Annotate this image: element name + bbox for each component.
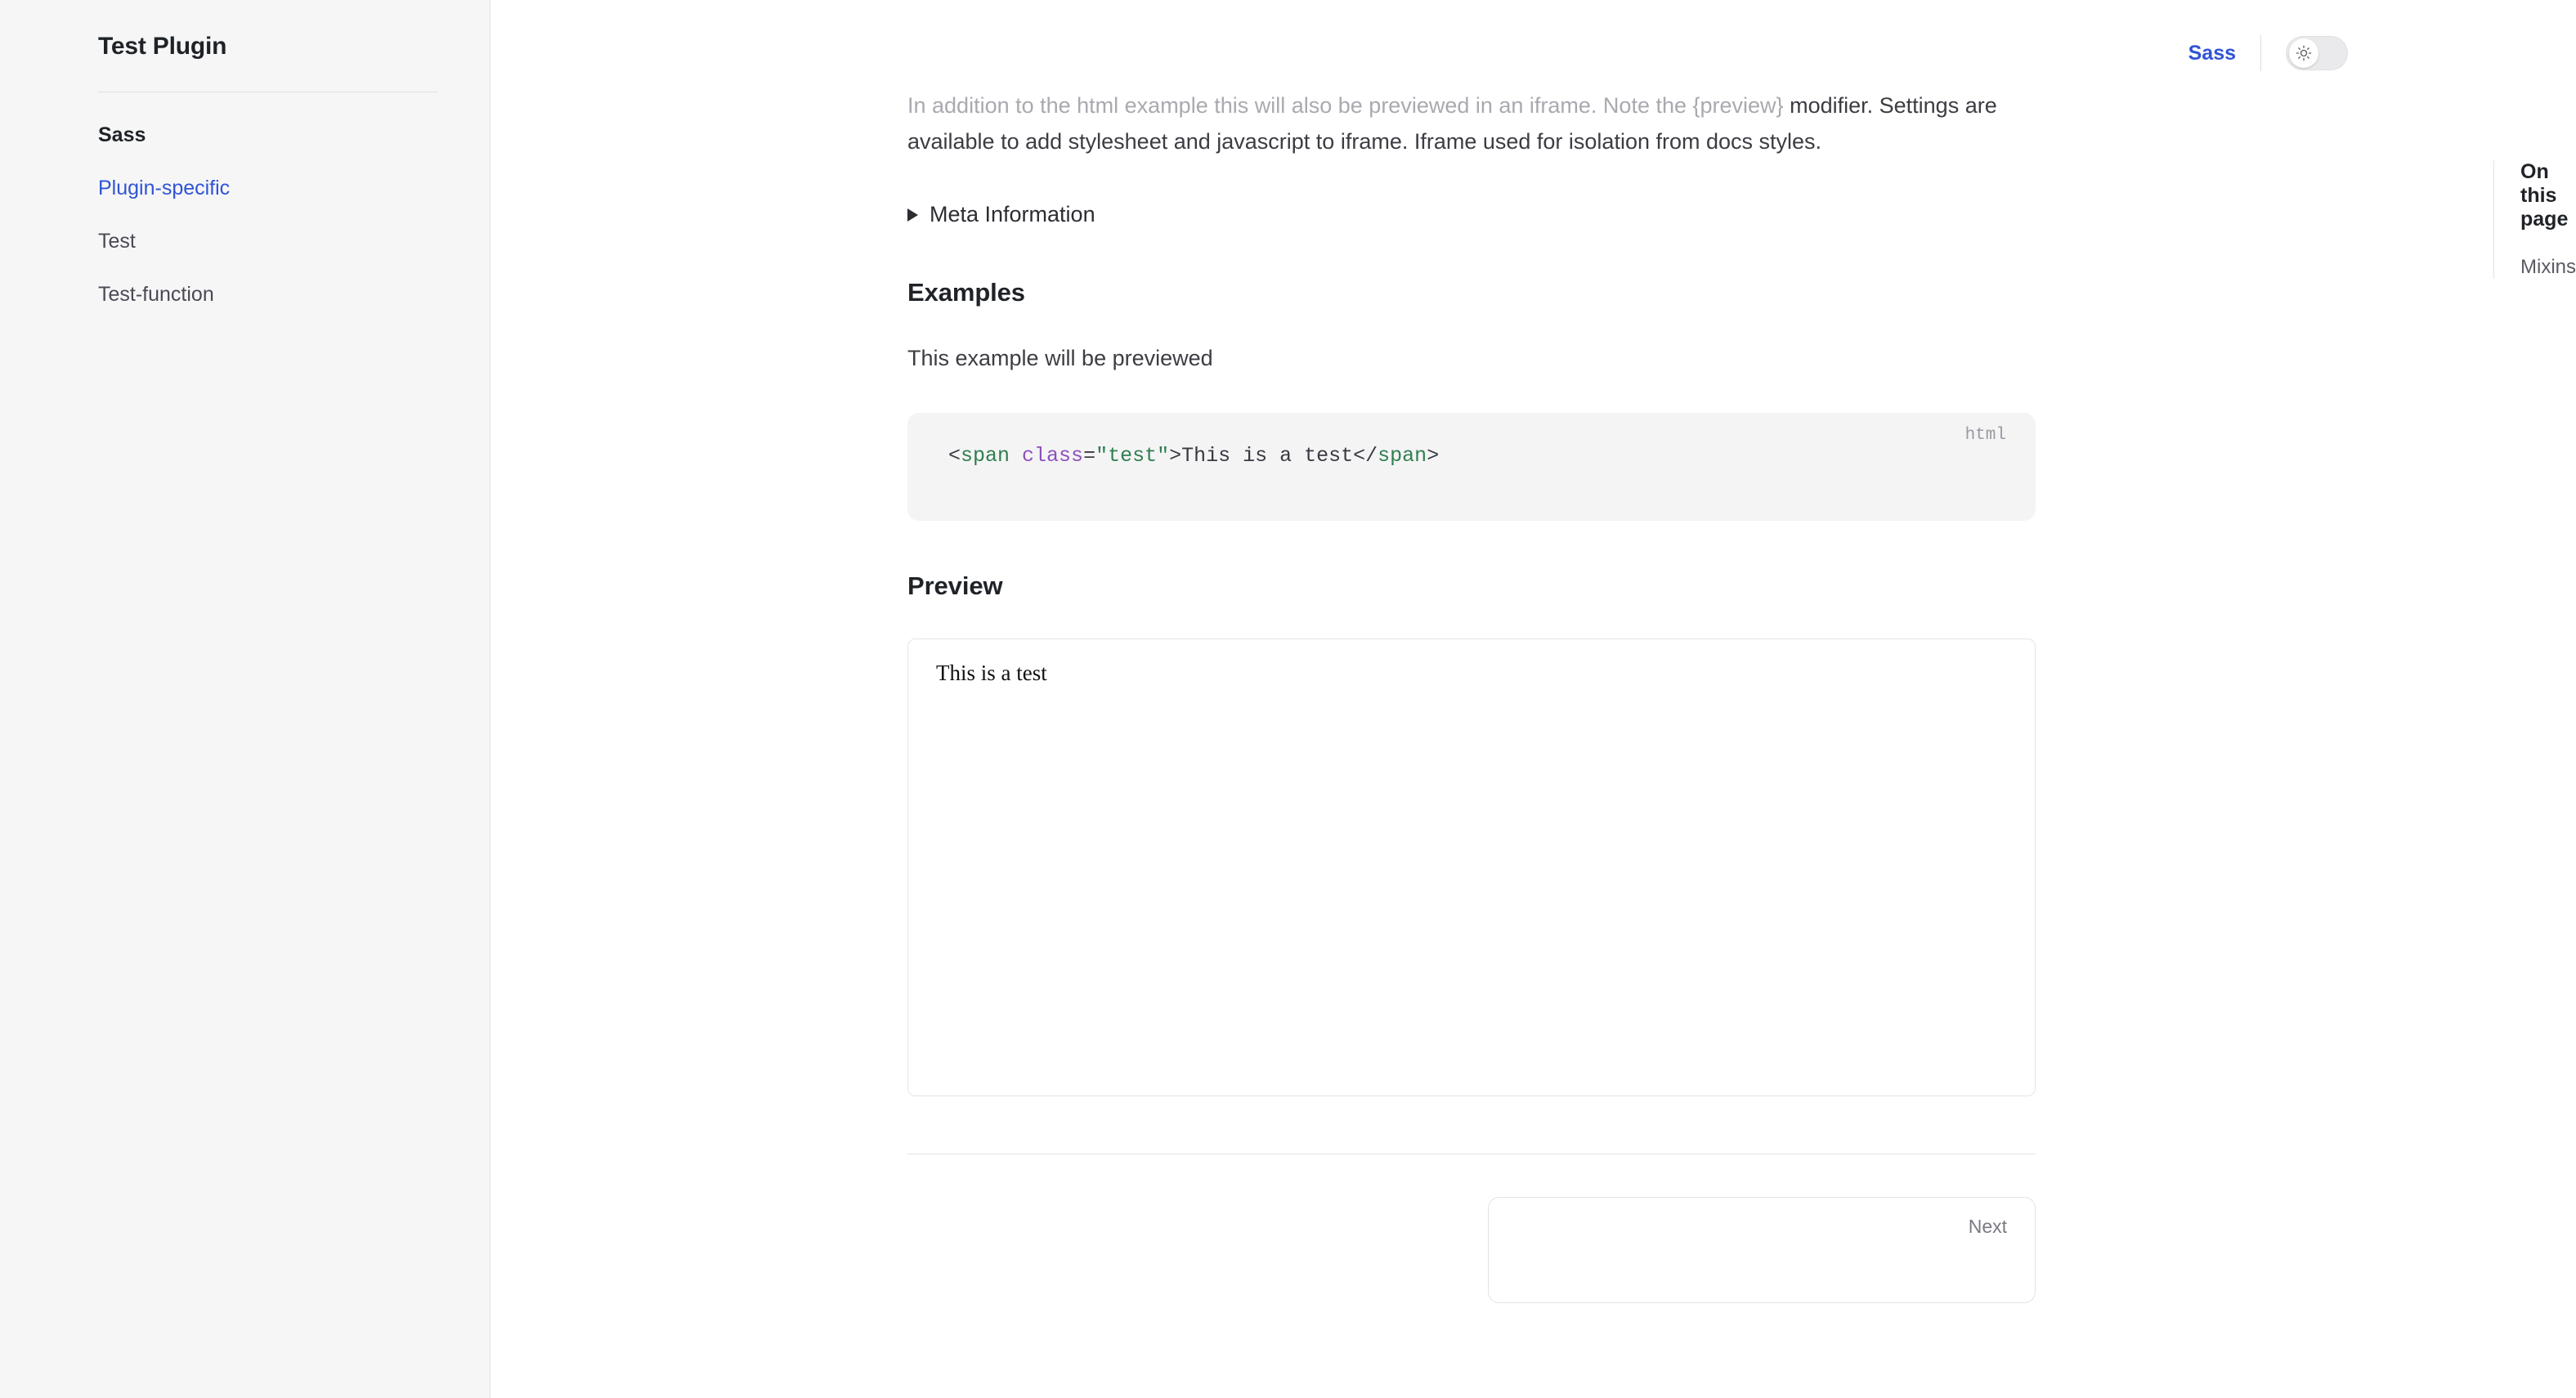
sidebar-item-test[interactable]: Test [98,230,136,253]
next-page-label: Next [1968,1215,2007,1237]
code-token-space [1010,444,1022,468]
sidebar-item-plugin-specific[interactable]: Plugin-specific [98,177,231,199]
meta-information-disclosure[interactable] [907,202,2036,227]
preview-heading: Preview [907,571,1003,600]
on-this-page-outline [2493,160,2576,279]
code-token-tag-open: span [961,443,1010,468]
sidebar-item-test-function[interactable]: Test-function [98,283,214,306]
sidebar-title: Test Plugin [98,33,227,60]
sun-icon [2296,45,2312,61]
code-token-equals: = [1083,443,1096,468]
sidebar-item-sass[interactable]: Sass [98,123,146,146]
outline-title: On this page [2520,160,2569,231]
header-link-sass[interactable]: Sass [2188,41,2236,65]
code-token-gt: > [1169,443,1182,468]
doc-content [907,88,2036,1303]
sidebar [0,0,491,1398]
outline-item-mixins[interactable]: Mixins [2520,256,2576,278]
examples-heading: Examples [907,278,1025,307]
intro-rest-text: modifier. Settings are available to add stylesheet and javascript to iframe. Iframe used for isolation from docs styles. [907,93,1997,154]
code-token-end: > [1427,443,1440,468]
chevron-right-icon [907,208,918,222]
main-area [491,0,2576,1398]
intro-faded-text: In addition to the html example this will also be previewed in an iframe. Note the {preview} [907,93,1784,118]
code-token-tag-close: span [1378,443,1427,468]
theme-toggle-knob [2289,38,2318,68]
code-token-inner-text: This is a test [1181,443,1354,468]
preview-iframe-box [907,639,2036,1096]
code-token-close-bracket: </ [1353,443,1378,468]
code-token-open-bracket: < [948,443,961,468]
meta-information-label: Meta Information [930,202,1095,227]
code-token-attr-value: "test" [1095,443,1170,468]
preview-content-text: This is a test [936,660,1047,685]
code-token-attr-name: class [1022,443,1084,468]
next-page-card[interactable] [1488,1197,2036,1303]
example-description: This example will be previewed [907,346,1213,371]
header-divider [2260,35,2261,71]
code-line[interactable] [948,441,1995,473]
header-bar [2188,0,2446,106]
theme-toggle[interactable] [2286,36,2348,70]
intro-paragraph [907,88,2036,159]
code-language-label: html [1964,425,2006,445]
code-block [907,413,2036,521]
sidebar-nav [0,92,490,305]
